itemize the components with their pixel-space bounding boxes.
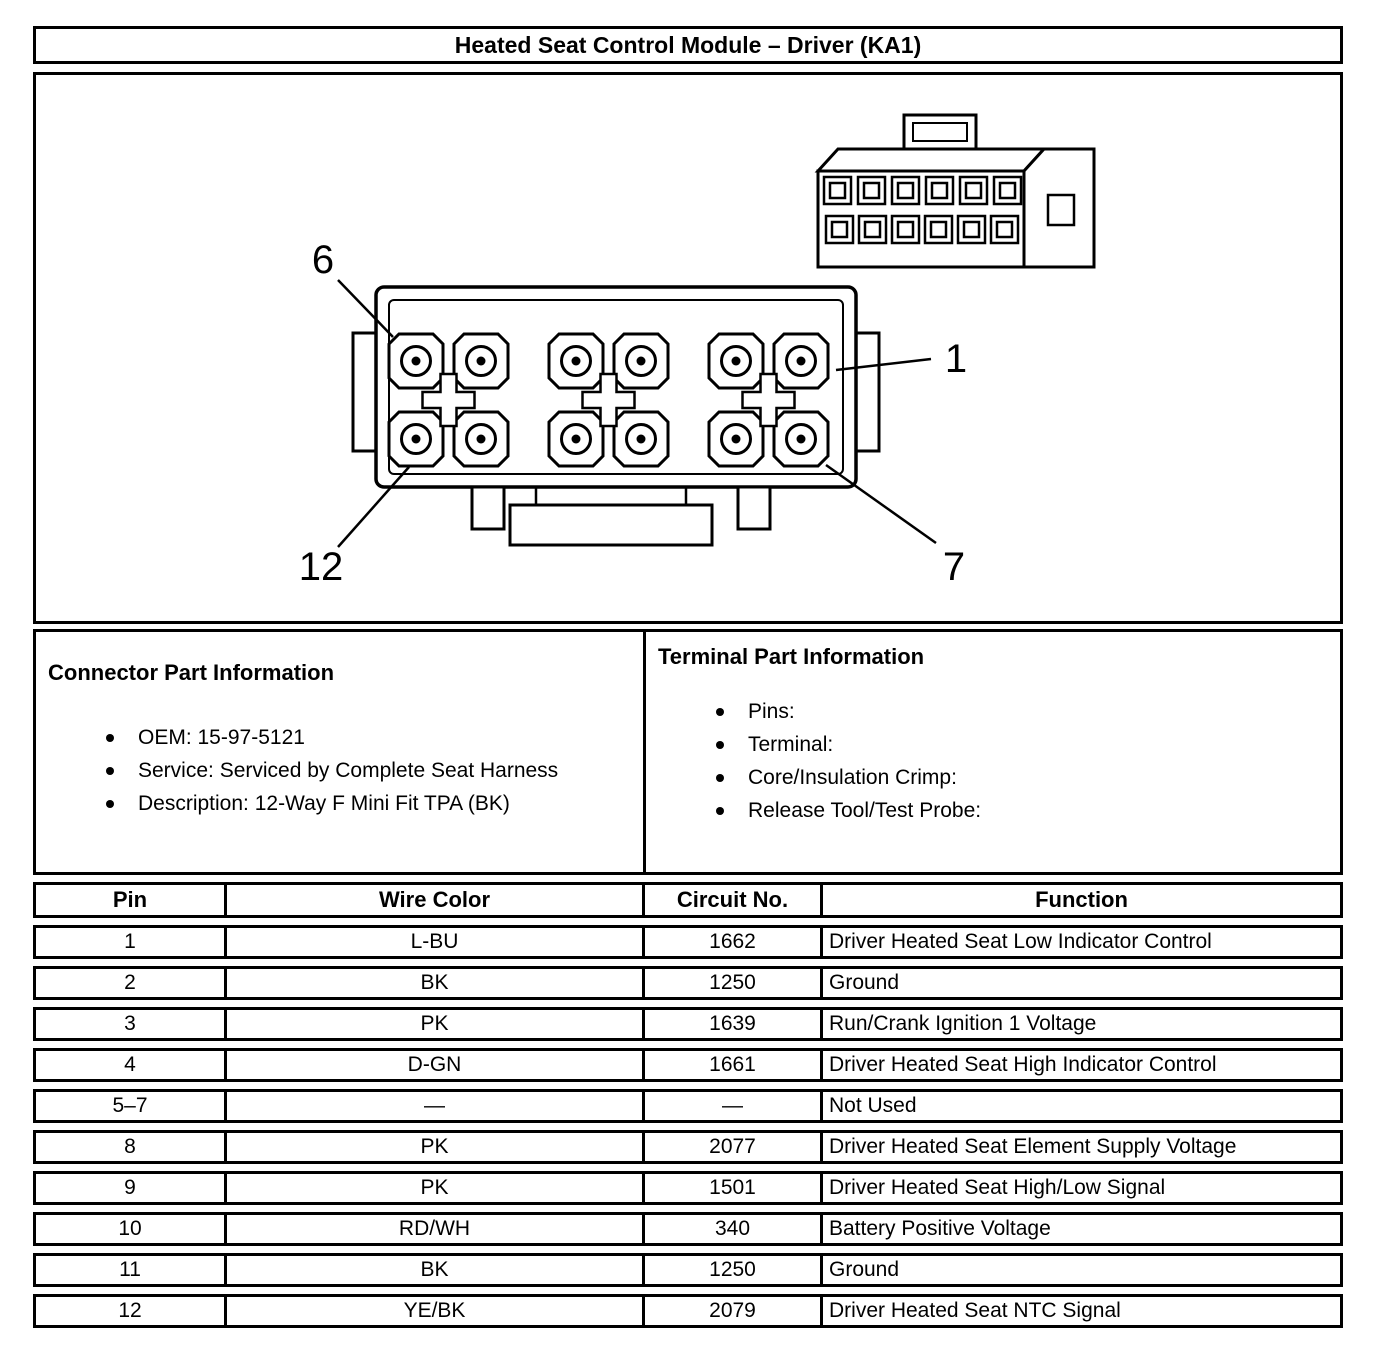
bullet-icon [716, 708, 724, 716]
cell-function: Driver Heated Seat Element Supply Voltage [820, 1133, 1340, 1161]
cell-circuit-no: 1250 [642, 1256, 820, 1284]
cell-wire-color: D-GN [224, 1051, 642, 1079]
housing-rail-right [856, 333, 879, 451]
housing-rail-left [353, 333, 376, 451]
terminal [549, 334, 603, 388]
cell-wire-color: RD/WH [224, 1215, 642, 1243]
bullet-text: Description: 12-Way F Mini Fit TPA (BK) [138, 792, 510, 815]
cell-wire-color: BK [224, 1256, 642, 1284]
bullet-icon [106, 767, 114, 775]
table-header-row [33, 882, 1343, 918]
table-row [33, 1048, 1343, 1082]
cell-wire-color: BK [224, 969, 642, 997]
cell-function: Ground [820, 1256, 1340, 1284]
table-row [33, 966, 1343, 1000]
terminal [774, 334, 828, 388]
cell-pin: 1 [124, 930, 136, 953]
bullet-text: OEM: 15-97-5121 [138, 726, 305, 749]
column-header-wire-color: Wire Color [224, 885, 642, 915]
pin-label-7: 7 [942, 545, 966, 589]
terminal [709, 412, 763, 466]
bullet-icon [716, 807, 724, 815]
cell-pin: 12 [118, 1299, 142, 1322]
terminal [389, 334, 443, 388]
cell-function: Driver Heated Seat NTC Signal [820, 1297, 1340, 1325]
terminal [454, 334, 508, 388]
table-row [33, 925, 1343, 959]
bullet-icon [716, 741, 724, 749]
cell-pin: 8 [124, 1135, 136, 1158]
connector-front-view [353, 287, 879, 545]
terminal [614, 412, 668, 466]
bullet-text: Release Tool/Test Probe: [748, 799, 982, 822]
terminal-part-info [643, 629, 1343, 875]
connector-diagram-svg [36, 75, 1340, 621]
housing-tab-right [738, 487, 770, 529]
bullet-text: Pins: [748, 700, 795, 723]
cell-function: Not Used [820, 1092, 1340, 1120]
cell-function: Ground [820, 969, 1340, 997]
leader-line-7 [826, 465, 936, 543]
connector-diagram-box [33, 72, 1343, 624]
leader-line-12 [338, 467, 409, 547]
bullet-text: Core/Insulation Crimp: [748, 766, 957, 789]
terminal [549, 412, 603, 466]
bullet-icon [106, 800, 114, 808]
connector-info-list [48, 726, 633, 816]
connector-part-info-heading: Connector Part Information [48, 660, 335, 685]
table-row [33, 1130, 1343, 1164]
table-row [33, 1089, 1343, 1123]
terminal [389, 412, 443, 466]
cell-pin: 10 [118, 1217, 142, 1240]
bullet-item [48, 759, 633, 783]
column-header-pin: Pin [112, 887, 148, 912]
housing-key-bottom [510, 505, 712, 545]
bullet-item [658, 766, 1330, 790]
cell-function: Battery Positive Voltage [820, 1215, 1340, 1243]
cell-function: Run/Crank Ignition 1 Voltage [820, 1010, 1340, 1038]
terminal [454, 412, 508, 466]
column-header-circuit-no: Circuit No. [642, 885, 820, 915]
table-row [33, 1007, 1343, 1041]
cell-pin: 11 [119, 1258, 141, 1281]
bullet-text: Terminal: [748, 733, 834, 756]
cell-wire-color: PK [224, 1010, 642, 1038]
pin-label-6: 6 [311, 238, 335, 282]
cell-wire-color: PK [224, 1133, 642, 1161]
cell-function: Driver Heated Seat High/Low Signal [820, 1174, 1340, 1202]
cell-pin: 9 [124, 1176, 136, 1199]
connector-isometric-view [818, 115, 1094, 267]
bullet-item [48, 726, 633, 750]
bullet-icon [716, 774, 724, 782]
terminal-part-info-heading: Terminal Part Information [658, 644, 925, 669]
cell-circuit-no: 1662 [642, 928, 820, 956]
cell-wire-color: L-BU [224, 928, 642, 956]
cell-function: Driver Heated Seat Low Indicator Control [820, 928, 1340, 956]
cell-wire-color: — [224, 1092, 642, 1120]
table-row [33, 1212, 1343, 1246]
cell-pin: 2 [124, 971, 136, 994]
connector-part-info [33, 629, 643, 875]
bullet-icon [106, 734, 114, 742]
table-row [33, 1253, 1343, 1287]
cell-circuit-no: 1250 [642, 969, 820, 997]
cell-circuit-no: — [642, 1092, 820, 1120]
cell-circuit-no: 1501 [642, 1174, 820, 1202]
cell-circuit-no: 1639 [642, 1010, 820, 1038]
bullet-item [658, 799, 1330, 823]
cell-pin: 5–7 [112, 1094, 148, 1117]
cell-circuit-no: 2079 [642, 1297, 820, 1325]
cell-circuit-no: 340 [642, 1215, 820, 1243]
bullet-item [658, 700, 1330, 724]
cell-circuit-no: 1661 [642, 1051, 820, 1079]
cell-circuit-no: 2077 [642, 1133, 820, 1161]
terminal [614, 334, 668, 388]
terminal [709, 334, 763, 388]
bullet-item [658, 733, 1330, 757]
housing-tab-left [472, 487, 504, 529]
terminal-info-list [658, 700, 1330, 823]
table-row [33, 1171, 1343, 1205]
table-row [33, 1294, 1343, 1328]
terminal [774, 412, 828, 466]
pin-label-12: 12 [298, 545, 344, 589]
bullet-item [48, 792, 633, 816]
cell-wire-color: YE/BK [224, 1297, 642, 1325]
pinout-rows [33, 925, 1343, 1328]
part-info-section [33, 629, 1343, 875]
pin-label-1: 1 [944, 337, 968, 381]
column-header-function: Function [820, 885, 1340, 915]
cell-pin: 3 [124, 1012, 136, 1035]
title-bar [33, 26, 1343, 64]
cell-wire-color: PK [224, 1174, 642, 1202]
bullet-text: Service: Serviced by Complete Seat Harness [138, 759, 559, 782]
cell-pin: 4 [124, 1053, 136, 1076]
cell-function: Driver Heated Seat High Indicator Control [820, 1051, 1340, 1079]
page-title: Heated Seat Control Module – Driver (KA1) [454, 31, 922, 58]
